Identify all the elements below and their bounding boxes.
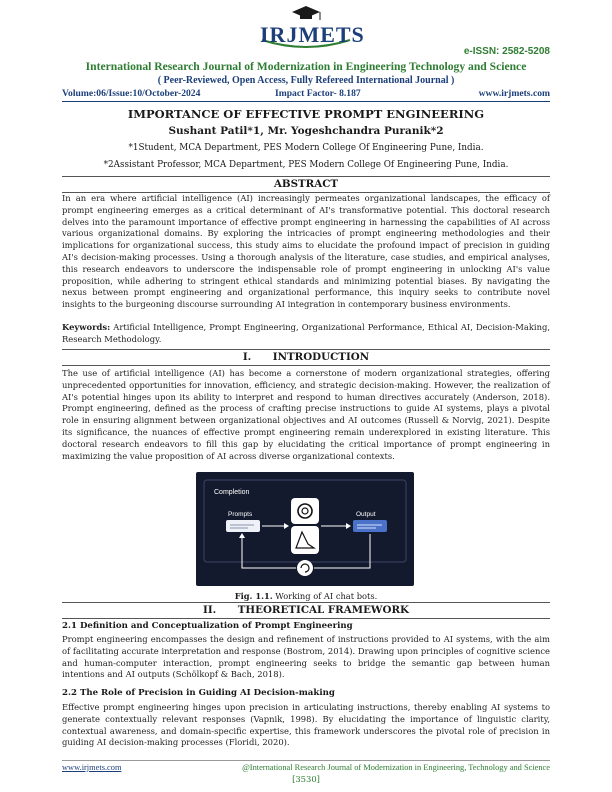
journal-title: International Research Journal of Modernization in Engineering Technology and Science [85,60,527,73]
issue-meta-row [62,88,550,100]
midjourney-logo-box [291,526,319,554]
peer-review-note: ( Peer-Reviewed, Open Access, Fully Refereed International Journal ) [157,75,455,86]
footer-journal: @International Research Journal of Modernization in Engineering, Technology and Science [242,763,550,772]
figure-label-completion: Completion [214,489,250,496]
volume-issue: Volume:06/Issue:10/October-2024 [62,88,201,99]
output-box [353,520,387,532]
subsection-2-1-text: Prompt engineering encompasses the design and refinement of instructions provided to AI systems, with the aim of facilitating accurate interpretation and response (Bostrom, 2014). Drawing upon principles of cognitive science and human-computer interaction, prompt engineering seeks to bridge the semantic gap between human intentions and AI outputs (Schölkopf & Bach, 2018). [62,634,550,680]
journal-website[interactable]: www.irjmets.com [478,88,550,99]
theory-heading: II. THEORETICAL FRAMEWORK [203,604,409,616]
refresh-icon [297,560,313,576]
keywords-list: Artificial Intelligence, Prompt Engineering, Organizational Performance, Ethical AI, Decision-Making, Research Methodology. [62,322,550,344]
authors: Sushant Patil*1, Mr. Yogeshchandra Puranik*2 [168,125,444,137]
eissn: e-ISSN: 2582-5208 [463,46,550,57]
figure-ai-chatbot-diagram [196,472,414,586]
page-number: [3530] [292,774,320,784]
keywords [62,322,550,346]
subsection-2-2-heading: 2.2 The Role of Precision in Guiding AI Decision-making [62,688,335,698]
figure-label-prompts: Prompts [228,511,253,518]
footer-website-link[interactable]: www.irjmets.com [62,763,122,772]
figure-caption [0,591,612,601]
logo-text: IRJMETS [260,22,365,47]
affiliation-2: *2Assistant Professor, MCA Department, PES Modern College Of Engineering Pune, India. [103,160,509,170]
affiliation-1: *1Student, MCA Department, PES Modern College Of Engineering Pune, India. [128,143,484,153]
subsection-2-1-heading: 2.1 Definition and Conceptualization of Prompt Engineering [62,621,353,631]
intro-heading: I. INTRODUCTION [242,351,370,363]
header-rule [62,101,550,102]
footer-rule [62,760,550,761]
intro-text: The use of artificial intelligence (AI) has become a cornerstone of modern organizational strategies, offering unprecedented opportunities for innovation, efficiency, and strategic decision-making. However, the realization of AI's potential hinges upon its ability to interpret and respond to human directives accurately (Anderson, 2018). Prompt engineering, defined as the process of crafting precise instructions to guide AI systems, plays a pivotal role in ensuring alignment between organizational objectives and AI outcomes (Russell & Norvig, 2021). Despite its significance, the nuances of effective prompt engineering remain underexplored in existing literature. This doctoral research endeavors to fill this gap by elucidating the critical importance of prompt engineering in maximizing the value proposition of AI across diverse organizational contexts. [62,368,550,461]
openai-logo-box [291,498,319,524]
keywords-label: Keywords: [62,322,111,332]
subsection-2-2-text: Effective prompt engineering hinges upon precision in articulating instructions, thereby enabling AI systems to generate contextually relevant responses (Vapnik, 1998). By elucidating the importance of linguistic clarity, contextual awareness, and domain-specific expertise, this framework underscores the pivotal role of precision in guiding AI decision-making processes (Floridi, 2020). [62,702,550,748]
figure-caption-label: Fig. 1.1. [234,591,273,601]
abstract-heading: ABSTRACT [273,178,339,190]
journal-logo [256,4,365,52]
prompts-box [226,520,260,532]
figure-label-output: Output [356,511,376,518]
paper-title: IMPORTANCE OF EFFECTIVE PROMPT ENGINEERING [127,107,485,121]
abstract-text: In an era where artificial intelligence (AI) increasingly permeates organizational landscapes, the efficacy of prompt engineering emerges as a critical determinant of AI's transformative potential. This doctoral research delves into the paramount importance of effective prompt engineering in harnessing the capabilities of AI across various organizational domains. By exploring the intricacies of prompt engineering methodologies and their implications for organizational success, this study aims to elucidate the profound impact of precision in guiding AI's decision-making processes. Using a thorough analysis of the literature, case studies, and empirical analyses, this research endeavors to underscore the indispensable role of prompt engineering in unlocking AI's value proposition, while adhering to stringent ethical standards and minimizing potential biases. By navigating the nexus between prompt engineering and organizational performance, this inquiry seeks to contribute novel insights to the burgeoning discourse surrounding AI integration in contemporary business environments. [62,193,550,310]
figure-caption-text: Working of AI chat bots. [272,591,378,601]
impact-factor: Impact Factor- 8.187 [275,88,361,99]
